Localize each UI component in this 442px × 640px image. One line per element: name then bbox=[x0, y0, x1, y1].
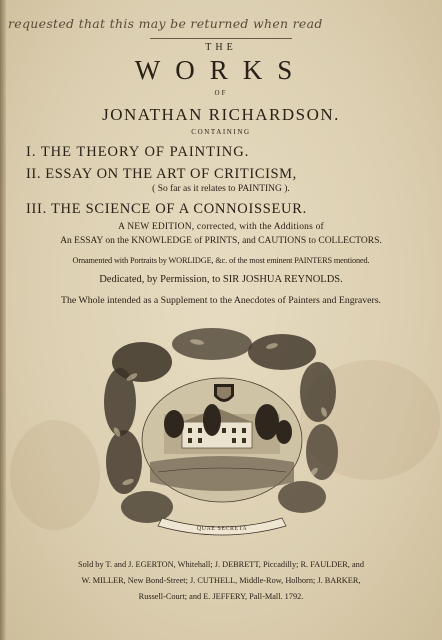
edition-statement: A NEW EDITION, corrected, with the Additions of bbox=[118, 222, 324, 232]
contents-item-theory: I. THE THEORY OF PAINTING. bbox=[26, 144, 250, 160]
foreground-lawn bbox=[150, 456, 294, 491]
title-works: WORKS bbox=[134, 55, 308, 85]
contents-item-criticism: II. ESSAY ON THE ART OF CRITICISM, bbox=[26, 166, 297, 182]
criticism-note: ( So far as it relates to PAINTING ). bbox=[152, 184, 290, 194]
supplement-statement: The Whole intended as a Supplement to the Anecdotes of Painters and Engravers. bbox=[60, 295, 382, 306]
ribbon-motto: QUAE SECRETA bbox=[196, 526, 248, 532]
imprint-line-3: Russell-Court; and E. JEFFERY, Pall-Mall. 1792. bbox=[138, 592, 304, 601]
handwritten-inscription: requested that this may be returned when read bbox=[8, 16, 323, 31]
imprint-line-1: Sold by T. and J. EGERTON, Whitehall; J. DEBRETT, Piccadilly; R. FAULDER, and bbox=[78, 560, 364, 569]
title-the: THE bbox=[205, 42, 237, 53]
engraved-vignette bbox=[102, 322, 342, 544]
paper-stain bbox=[10, 420, 100, 530]
contents-item-connoisseur: III. THE SCIENCE OF A CONNOISSEUR. bbox=[26, 201, 307, 217]
containing-label: CONTAINING bbox=[191, 128, 251, 136]
imprint-line-2: W. MILLER, New Bond-Street; J. CUTHELL, Middle-Row, Holborn; J. BARKER, bbox=[81, 576, 361, 585]
author-name: JONATHAN RICHARDSON. bbox=[102, 105, 340, 124]
inscription-underline bbox=[150, 38, 292, 39]
ornamented-statement: Ornamented with Portraits by WORLIDGE, &c. of the most eminent PAINTERS mentioned. bbox=[72, 256, 370, 265]
motto-ribbon bbox=[158, 518, 286, 535]
title-of: OF bbox=[214, 89, 228, 97]
essay-statement: An ESSAY on the KNOWLEDGE of PRINTS, and CAUTIONS to COLLECTORS. bbox=[60, 236, 382, 246]
dedication-statement: Dedicated, by Permission, to SIR JOSHUA REYNOLDS. bbox=[99, 274, 343, 285]
